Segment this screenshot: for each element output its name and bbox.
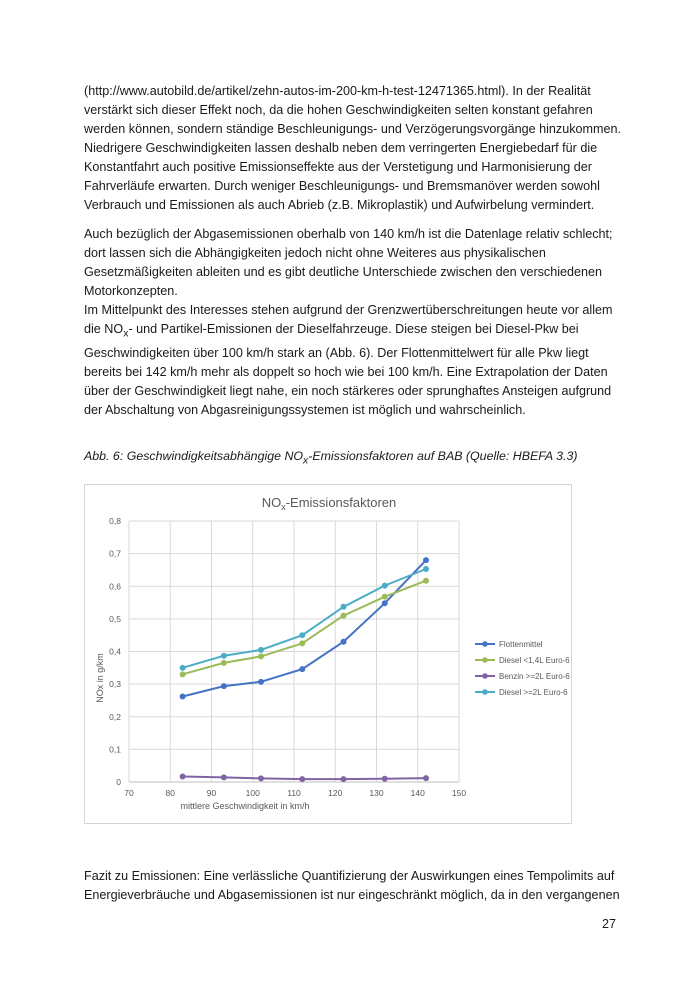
data-point: [382, 583, 388, 589]
data-point: [258, 775, 264, 781]
data-point: [341, 639, 347, 645]
data-point: [423, 557, 429, 563]
chart-title-rest: -Emissionsfaktoren: [285, 495, 397, 510]
paragraph-effect: (http://www.autobild.de/artikel/zehn-autos-im-200-km-h-test-12471365.html). In der Realität verstärkt sich dieser Effekt noch, da die hohen Geschwindigkeiten selten konstant gefahren werden können, sondern ständige Beschleunigungs- und Verzögerungsvorgänge hinzukommen. Niedrigere Geschwindigkeiten lassen deshalb neben dem verringerten Energiebedarf für die Konstantfahrt auch positive Emissionseffekte aus der Verstetigung und Harmonisierung der Fahrverläufe erwarten. Durch weniger Beschleunigungs- und Bremsmanöver werden sowohl Verbrauch und Emissionen als auch Abrieb (z.B. Mikroplastik) und Aufwirbelung vermindert.: [84, 84, 621, 212]
data-point: [382, 776, 388, 782]
paragraph-nox-particles: [84, 301, 624, 420]
x-tick-label: 150: [451, 788, 467, 798]
chart-series: [180, 557, 429, 782]
data-point: [258, 647, 264, 653]
data-point: [180, 773, 186, 779]
data-point: [299, 666, 305, 672]
legend-label: Flottenmittel: [499, 640, 543, 649]
x-tick-label: 80: [165, 788, 175, 798]
data-point: [382, 594, 388, 600]
paragraph-conclusion: Fazit zu Emissionen: Eine verlässliche Quantifizierung der Auswirkungen eines Tempolimits auf Energieverbräuche und Abgasemissionen ist nur eingeschränkt möglich, da in den vergangenen: [84, 869, 620, 902]
data-point: [221, 774, 227, 780]
x-tick-label: 140: [410, 788, 425, 798]
chart-title: [262, 495, 397, 512]
data-point: [423, 566, 429, 572]
x-tick-label: 130: [369, 788, 384, 798]
legend-swatch-marker: [482, 689, 488, 695]
data-point: [341, 776, 347, 782]
legend-swatch-marker: [482, 641, 488, 647]
chart-frame: [84, 484, 572, 824]
data-point: [299, 640, 305, 646]
series-line: [183, 581, 426, 675]
series-line: [183, 560, 426, 696]
y-tick-label: 0,4: [109, 646, 121, 657]
chart-y-axis-label: NOx in g/km: [95, 653, 105, 703]
nox-emission-chart: [85, 485, 573, 825]
caption-text-end: -Emissionsfaktoren auf BAB (Quelle: HBEFA 3.3): [308, 449, 578, 463]
chart-legend: [475, 640, 570, 697]
y-tick-label: 0: [116, 777, 121, 787]
chart-title-sub: x: [281, 502, 286, 512]
y-tick-label: 0,1: [109, 744, 121, 755]
caption-text-start: Abb. 6: Geschwindigkeitsabhängige NO: [84, 449, 304, 463]
chart-x-axis-label: mittlere Geschwindigkeit in km/h: [180, 801, 310, 811]
y-tick-label: 0,5: [109, 613, 121, 624]
data-point: [180, 694, 186, 700]
data-point: [299, 632, 305, 638]
data-point: [221, 653, 227, 659]
data-point: [423, 775, 429, 781]
page-number: 27: [602, 917, 617, 931]
data-point: [341, 613, 347, 619]
x-tick-label: 100: [245, 788, 260, 798]
y-tick-label: 0,6: [109, 581, 121, 592]
legend-label: Diesel >=2L Euro-6: [499, 688, 568, 697]
chart-title-main: NO: [261, 495, 282, 510]
data-point: [382, 600, 388, 606]
y-tick-label: 0,7: [109, 548, 121, 559]
paragraph-nox-subscript: x: [123, 327, 129, 340]
paragraph-data-situation: Auch bezüglich der Abgasemissionen oberhalb von 140 km/h ist die Datenlage relativ schlecht; dort lassen sich die Abhängigkeiten jedoch nicht ohne Weiteres aus physikalischen Gesetzmäßigkeiten ableiten und es gibt deutliche Unterschiede zwischen den verschiedenen Motorkonzepten.: [84, 227, 613, 298]
chart-y-ticks: [109, 516, 121, 787]
chart-gridlines: [129, 521, 459, 782]
legend-label: Diesel <1,4L Euro-6: [499, 656, 570, 665]
y-tick-label: 0,2: [109, 711, 121, 722]
paragraph-nox-text-end: - und Partikel-Emissionen der Dieselfahrzeuge. Diese steigen bei Diesel-Pkw bei Geschwindigkeiten über 100 km/h stark an (Abb. 6). Der Flottenmittelwert für alle Pkw liegt bereits bei 142 km/h mehr als doppelt so hoch wie bei 100 km/h. Eine Extrapolation der Daten über der Geschwindigkeit liegt nahe, ein noch stärkeres oder sprunghaftes Ansteigen aufgrund der Abschaltung von Abgasreinigungssystemen ist möglich und wahrscheinlich.: [84, 322, 612, 417]
data-point: [258, 653, 264, 659]
x-tick-label: 70: [124, 788, 134, 798]
y-tick-label: 0,3: [109, 679, 121, 690]
y-tick-label: 0,8: [109, 516, 121, 526]
caption-subscript: x: [303, 455, 309, 467]
legend-swatch-marker: [482, 673, 488, 679]
figure-caption: [84, 449, 624, 466]
data-point: [258, 679, 264, 685]
data-point: [221, 660, 227, 666]
data-point: [341, 604, 347, 610]
x-tick-label: 120: [328, 788, 343, 798]
data-point: [299, 776, 305, 782]
x-tick-label: 110: [287, 788, 301, 798]
x-tick-label: 90: [206, 788, 217, 798]
data-point: [180, 671, 186, 677]
data-point: [221, 683, 227, 689]
data-point: [423, 578, 429, 584]
legend-label: Benzin >=2L Euro-6: [499, 672, 570, 681]
chart-x-ticks: [124, 788, 466, 798]
legend-swatch-marker: [482, 657, 488, 663]
paragraph-nox-text-start: Im Mittelpunkt des Interesses stehen aufgrund der Grenzwertüberschreitungen heute vor allem die NO: [84, 303, 613, 336]
data-point: [180, 665, 186, 671]
